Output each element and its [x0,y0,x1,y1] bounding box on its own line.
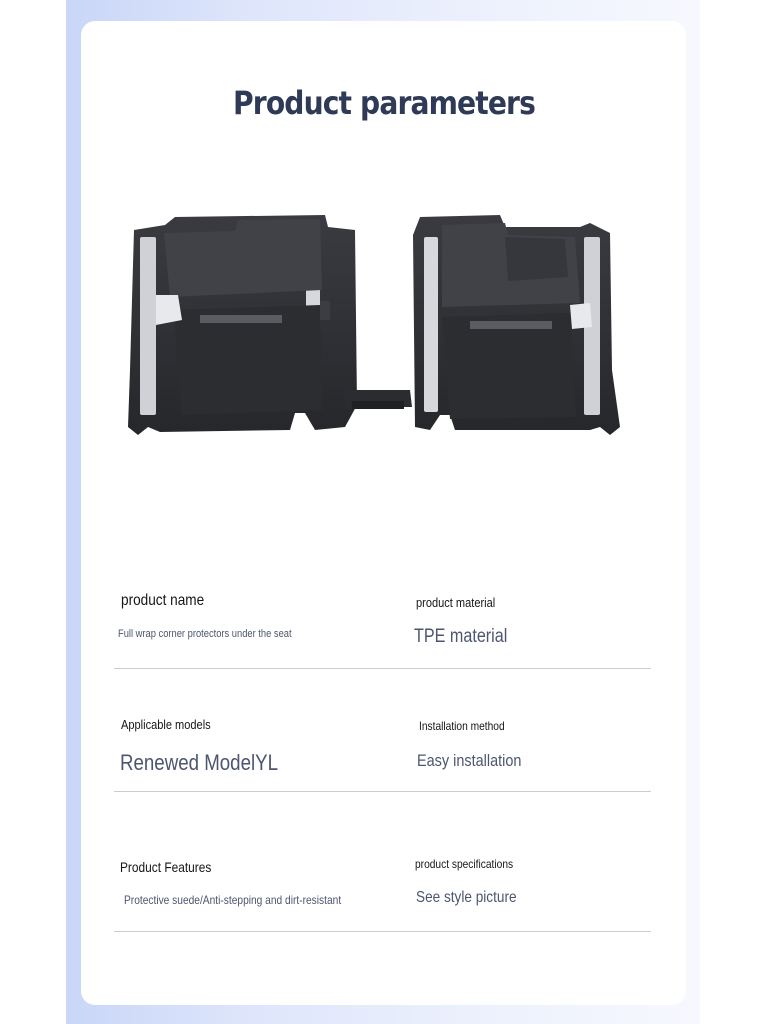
param-label-product-specifications: product specifications [415,857,514,871]
param-value-installation-method: Easy installation [417,751,522,770]
param-label-installation-method: Installation method [419,719,505,733]
param-value-applicable-models: Renewed ModelYL [120,750,279,775]
row-divider-2 [114,791,651,792]
param-label-product-features: Product Features [120,859,212,875]
param-value-product-features: Protective suede/Anti-stepping and dirt-resistant [124,893,342,907]
under-seat-corner-protector-image [120,205,630,445]
page-title: Product parameters [233,84,535,122]
param-label-product-name: product name [121,592,205,609]
param-value-product-specifications: See style picture [416,889,517,906]
row-divider-1 [114,668,651,669]
content-card [81,21,686,1005]
row-divider-3 [114,931,651,932]
param-label-applicable-models: Applicable models [121,717,211,732]
param-value-product-name: Full wrap corner protectors under the seat [118,628,292,640]
param-value-product-material: TPE material [414,626,508,647]
param-label-product-material: product material [416,595,496,610]
